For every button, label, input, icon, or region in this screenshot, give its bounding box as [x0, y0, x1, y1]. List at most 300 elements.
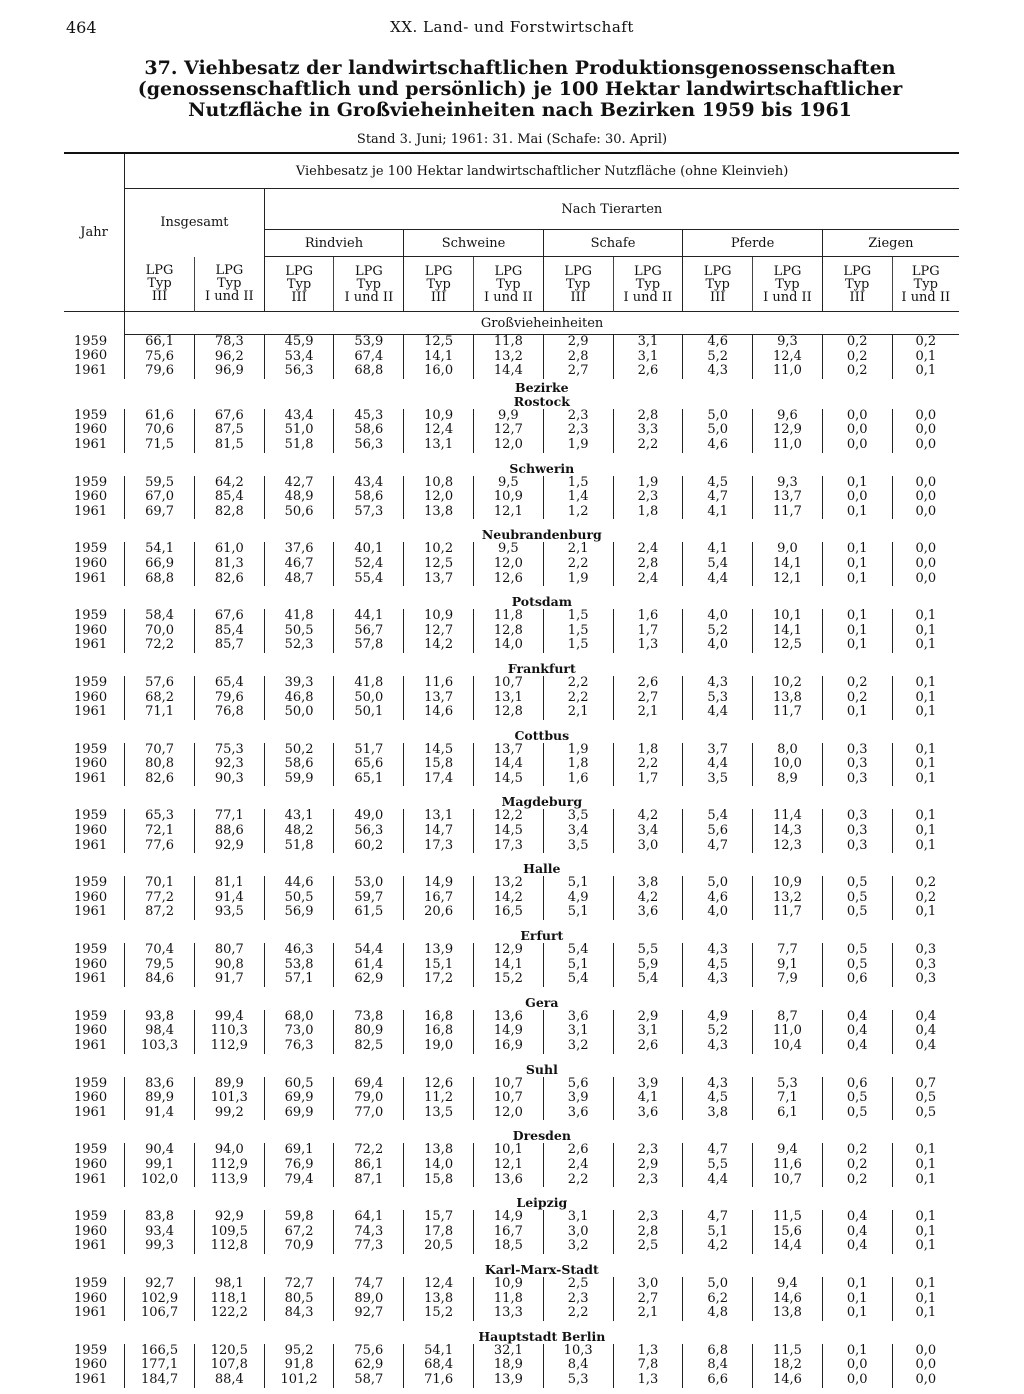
- value-cell: [125, 743, 195, 787]
- year-value: 1959: [74, 1275, 108, 1291]
- value-cell: [334, 1077, 404, 1121]
- cell-value: 2,8: [637, 555, 659, 571]
- cell-value: 12,3: [772, 837, 802, 853]
- value-cell: [683, 943, 753, 987]
- cell-value: 50,5: [284, 889, 314, 905]
- lpg-header-line: LPG: [354, 263, 383, 279]
- value-cell: [683, 1143, 753, 1187]
- cell-value: 85,7: [214, 637, 244, 653]
- cell-value: 2,3: [567, 422, 589, 438]
- cell-value: 58,6: [284, 756, 314, 772]
- value-cell: [194, 335, 264, 379]
- value-cell: [404, 1210, 474, 1254]
- cell-value: 2,6: [637, 363, 659, 379]
- cell-value: 7,8: [637, 1357, 659, 1373]
- cell-value: 80,7: [214, 942, 244, 958]
- value-cell: [892, 1210, 959, 1254]
- value-cell: [613, 609, 683, 653]
- cell-value: 1,8: [567, 756, 589, 772]
- cell-value: 0,3: [846, 808, 868, 824]
- cell-value: 81,5: [214, 436, 244, 452]
- lpg-typ-iii-header: [264, 257, 334, 312]
- value-cell: [613, 876, 683, 920]
- cell-value: 16,5: [493, 904, 523, 920]
- cell-value: 18,5: [493, 1238, 523, 1254]
- cell-value: 90,3: [214, 770, 244, 786]
- cell-value: 5,5: [637, 942, 659, 958]
- cell-value: 0,2: [915, 334, 937, 349]
- year-cell: [64, 676, 125, 720]
- cell-value: 5,4: [567, 942, 589, 958]
- value-cell: [334, 409, 404, 453]
- cell-value: 2,4: [567, 1156, 589, 1172]
- value-cell: [543, 1210, 613, 1254]
- cell-value: 14,6: [772, 1290, 802, 1306]
- lpg-header-line: LPG: [773, 263, 802, 279]
- value-cell: [264, 743, 334, 787]
- cell-value: 75,6: [354, 1342, 384, 1358]
- value-cell: [753, 1210, 823, 1254]
- cell-value: 10,7: [493, 1075, 523, 1091]
- district-name: Hauptstadt Berlin: [478, 1328, 606, 1344]
- rindvieh-header: Rindvieh: [264, 230, 404, 257]
- cell-value: 65,3: [145, 808, 175, 824]
- value-cell: [543, 943, 613, 987]
- cell-value: 0,6: [846, 971, 868, 987]
- cell-value: 0,1: [846, 1290, 868, 1306]
- year-cell: [64, 1210, 125, 1254]
- value-cell: [613, 476, 683, 520]
- value-cell: [404, 1143, 474, 1187]
- table-title: 37. Viehbesatz der landwirtschaftlichen Produktionsgenossenschaften (genossenschaftlich und persönlich) je 100 Hektar landwirtschaftlicher Nutzfläche in Großvieheinheiten nach Bezirken 1959 bis 1961: [137, 57, 903, 121]
- lpg-header-line: Typ: [913, 276, 938, 292]
- cell-value: 11,7: [772, 704, 802, 720]
- value-cell: [404, 1344, 474, 1388]
- cell-value: 0,2: [846, 1171, 868, 1187]
- cell-value: 11,0: [772, 363, 802, 379]
- cell-value: 85,4: [214, 622, 244, 638]
- value-cell: [892, 809, 959, 853]
- cell-value: 46,3: [284, 942, 314, 958]
- cell-value: 3,5: [567, 808, 589, 824]
- cell-value: 57,6: [145, 674, 175, 690]
- value-cell: [474, 1344, 544, 1388]
- value-cell: [334, 1010, 404, 1054]
- cell-value: 5,1: [567, 956, 589, 972]
- cell-value: 68,8: [354, 363, 384, 379]
- cell-value: 67,2: [284, 1223, 314, 1239]
- cell-value: 17,4: [424, 770, 454, 786]
- value-cell: [474, 876, 544, 920]
- cell-value: 13,2: [493, 875, 523, 891]
- cell-value: 0,1: [846, 704, 868, 720]
- cell-value: 0,4: [915, 1023, 937, 1039]
- value-cell: [194, 809, 264, 853]
- cell-value: 72,2: [145, 637, 175, 653]
- lpg-header-line: Typ: [286, 276, 312, 292]
- cell-value: 82,8: [214, 503, 244, 519]
- value-cell: [474, 609, 544, 653]
- cell-value: 0,1: [915, 637, 937, 653]
- cell-value: 15,1: [424, 956, 454, 972]
- cell-value: 4,4: [707, 704, 729, 720]
- cell-value: 50,0: [354, 689, 384, 705]
- cell-value: 43,4: [284, 407, 314, 423]
- cell-value: 0,1: [915, 348, 937, 364]
- district-name: Frankfurt: [507, 660, 576, 676]
- cell-value: 14,9: [424, 875, 454, 891]
- cell-value: 2,1: [637, 1305, 659, 1321]
- cell-value: 5,4: [567, 971, 589, 987]
- year-value: 1961: [74, 503, 108, 519]
- cell-value: 8,9: [777, 770, 798, 786]
- cell-value: 12,1: [772, 570, 802, 586]
- cell-value: 82,6: [214, 570, 244, 586]
- cell-value: 16,8: [424, 1008, 454, 1024]
- cell-value: 78,3: [214, 334, 244, 349]
- cell-value: 0,1: [915, 1290, 937, 1306]
- cell-value: 166,5: [140, 1342, 179, 1358]
- cell-value: 20,6: [424, 904, 454, 920]
- cell-value: 80,8: [145, 756, 175, 772]
- value-cell: [683, 335, 753, 379]
- cell-value: 0,1: [846, 622, 868, 638]
- cell-value: 15,8: [424, 756, 454, 772]
- cell-value: 65,4: [214, 674, 244, 690]
- value-cell: [125, 409, 195, 453]
- cell-value: 0,1: [846, 1275, 868, 1291]
- year-cell: [64, 409, 125, 453]
- cell-value: 72,1: [145, 823, 175, 839]
- lpg-header-line: I und II: [484, 289, 533, 305]
- cell-value: 10,9: [424, 608, 454, 624]
- year-value: 1960: [74, 489, 108, 505]
- value-cell: [892, 476, 959, 520]
- cell-value: 2,3: [637, 489, 659, 505]
- cell-value: 2,8: [637, 407, 659, 423]
- cell-value: 113,9: [210, 1171, 248, 1187]
- cell-value: 10,9: [424, 407, 454, 423]
- cell-value: 0,0: [915, 570, 937, 586]
- cell-value: 2,2: [567, 1305, 589, 1321]
- lpg-typ-iii-header: [683, 257, 753, 312]
- cell-value: 15,2: [493, 971, 523, 987]
- value-cell: [753, 676, 823, 720]
- cell-value: 61,6: [145, 407, 175, 423]
- table-row: [64, 943, 959, 987]
- cell-value: 5,0: [707, 875, 729, 891]
- table-row: [64, 1277, 959, 1321]
- value-cell: [404, 542, 474, 586]
- district-heading: [125, 586, 959, 609]
- cell-value: 79,6: [214, 689, 244, 705]
- cell-value: 67,4: [354, 348, 384, 364]
- cell-value: 4,0: [707, 637, 729, 653]
- cell-value: 72,2: [354, 1142, 384, 1158]
- cell-value: 99,4: [214, 1008, 244, 1024]
- cell-value: 13,8: [424, 503, 454, 519]
- cell-value: 71,6: [424, 1371, 454, 1387]
- cell-value: 44,6: [284, 875, 314, 891]
- cell-value: 14,6: [424, 704, 454, 720]
- value-cell: [613, 335, 683, 379]
- district-name: Leipzig: [516, 1195, 568, 1211]
- cell-value: 43,1: [284, 808, 314, 824]
- value-cell: [753, 542, 823, 586]
- value-cell: [474, 676, 544, 720]
- cell-value: 17,3: [493, 837, 523, 853]
- value-cell: [892, 335, 959, 379]
- value-cell: [892, 1277, 959, 1321]
- year-value: 1959: [74, 541, 108, 557]
- cell-value: 8,0: [777, 741, 798, 757]
- unit-header: Großvieheinheiten: [125, 312, 959, 335]
- value-cell: [474, 476, 544, 520]
- value-cell: [543, 1077, 613, 1121]
- value-cell: [613, 743, 683, 787]
- lpg-header-line: LPG: [634, 263, 662, 279]
- cell-value: 0,2: [846, 674, 868, 690]
- value-cell: [543, 1277, 613, 1321]
- cell-value: 177,1: [140, 1357, 179, 1373]
- cell-value: 70,7: [145, 741, 175, 757]
- district-name: Cottbus: [514, 727, 570, 743]
- year-value: 1960: [74, 1023, 108, 1039]
- value-cell: [474, 1210, 544, 1254]
- cell-value: 0,0: [915, 436, 937, 452]
- year-value: 1961: [74, 837, 108, 853]
- cell-value: 67,0: [145, 489, 175, 505]
- cell-value: 12,8: [493, 704, 523, 720]
- cell-value: 0,3: [846, 823, 868, 839]
- value-cell: [683, 1010, 753, 1054]
- year-value: 1960: [74, 622, 108, 638]
- table-row: [64, 809, 959, 853]
- lpg-header-line: Typ: [775, 276, 800, 292]
- district-heading: [125, 987, 959, 1010]
- cell-value: 58,6: [354, 422, 384, 438]
- cell-value: 6,6: [707, 1371, 729, 1387]
- cell-value: 12,0: [493, 555, 523, 571]
- value-cell: [753, 1143, 823, 1187]
- lpg-header-line: Typ: [426, 276, 451, 292]
- cell-value: 0,5: [846, 956, 868, 972]
- year-value: 1959: [74, 1209, 108, 1225]
- cell-value: 12,4: [424, 1275, 454, 1291]
- cell-value: 0,1: [846, 1305, 868, 1321]
- cell-value: 37,6: [284, 541, 314, 557]
- cell-value: 0,0: [915, 474, 937, 490]
- cell-value: 0,5: [915, 1090, 937, 1106]
- value-cell: [543, 335, 613, 379]
- value-cell: [194, 1143, 264, 1187]
- cell-value: 0,5: [915, 1104, 937, 1120]
- cell-value: 4,9: [707, 1008, 729, 1024]
- lpg-header-line: III: [291, 289, 307, 305]
- cell-value: 112,9: [210, 1038, 248, 1053]
- cell-value: 77,6: [145, 837, 175, 853]
- value-cell: [334, 476, 404, 520]
- value-cell: [474, 1277, 544, 1321]
- lpg-header-line: Typ: [565, 276, 591, 292]
- cell-value: 58,4: [145, 608, 175, 624]
- value-cell: [753, 476, 823, 520]
- cell-value: 83,8: [145, 1209, 175, 1225]
- cell-value: 0,1: [915, 1209, 937, 1225]
- cell-value: 92,7: [354, 1305, 384, 1321]
- value-cell: [404, 409, 474, 453]
- cell-value: 0,2: [915, 875, 937, 891]
- cell-value: 59,8: [284, 1209, 314, 1225]
- cell-value: 1,5: [567, 608, 589, 624]
- cell-value: 3,2: [567, 1038, 589, 1053]
- value-cell: [404, 876, 474, 920]
- district-name: Erfurt: [520, 928, 564, 944]
- cell-value: 87,5: [214, 422, 244, 438]
- cell-value: 3,7: [707, 741, 729, 757]
- lpg-typ-i-ii-header: [194, 257, 264, 312]
- cell-value: 5,1: [567, 875, 589, 891]
- year-cell: [64, 1077, 125, 1121]
- value-cell: [613, 542, 683, 586]
- value-cell: [753, 335, 823, 379]
- lpg-header-line: III: [570, 289, 586, 305]
- cell-value: 60,5: [284, 1075, 314, 1091]
- cell-value: 11,5: [772, 1342, 802, 1358]
- cell-value: 3,1: [637, 334, 659, 349]
- cell-value: 0,0: [846, 489, 868, 505]
- cell-value: 50,6: [284, 503, 314, 519]
- cell-value: 80,9: [354, 1023, 384, 1039]
- year-value: 1959: [74, 608, 108, 624]
- main-header: Viehbesatz je 100 Hektar landwirtschaftlicher Nutzfläche (ohne Kleinvieh): [125, 153, 959, 189]
- lpg-typ-iii-header: [125, 257, 195, 312]
- district-name: Gera: [525, 994, 559, 1010]
- cell-value: 59,5: [145, 474, 175, 490]
- cell-value: 10,3: [563, 1342, 593, 1358]
- value-cell: [194, 542, 264, 586]
- cell-value: 5,0: [707, 1275, 729, 1291]
- cell-value: 10,1: [772, 608, 802, 624]
- page-number: 464: [66, 18, 97, 37]
- value-cell: [334, 1277, 404, 1321]
- cell-value: 46,8: [284, 689, 314, 705]
- cell-value: 0,2: [846, 1156, 868, 1172]
- cell-value: 14,1: [493, 956, 523, 972]
- cell-value: 112,8: [210, 1238, 248, 1254]
- value-cell: [892, 876, 959, 920]
- value-cell: [264, 676, 334, 720]
- value-cell: [892, 1010, 959, 1054]
- value-cell: [264, 335, 334, 379]
- cell-value: 9,3: [777, 334, 798, 349]
- table-row: [64, 743, 959, 787]
- cell-value: 5,3: [567, 1371, 589, 1387]
- year-value: 1961: [74, 436, 108, 452]
- cell-value: 17,3: [424, 837, 454, 853]
- cell-value: 5,3: [707, 689, 729, 705]
- value-cell: [334, 1210, 404, 1254]
- cell-value: 13,7: [424, 689, 454, 705]
- value-cell: [753, 609, 823, 653]
- cell-value: 3,8: [637, 875, 659, 891]
- cell-value: 82,6: [145, 770, 175, 786]
- year-value: 1961: [74, 570, 108, 586]
- value-cell: [892, 676, 959, 720]
- value-cell: [753, 943, 823, 987]
- cell-value: 0,5: [846, 889, 868, 905]
- cell-value: 12,2: [493, 808, 523, 824]
- cell-value: 3,0: [567, 1223, 589, 1239]
- cell-value: 32,1: [493, 1342, 523, 1358]
- cell-value: 20,5: [424, 1238, 454, 1254]
- cell-value: 103,3: [140, 1038, 179, 1053]
- cell-value: 3,6: [637, 1104, 659, 1120]
- cell-value: 11,7: [772, 503, 802, 519]
- value-cell: [822, 1277, 892, 1321]
- cell-value: 74,3: [354, 1223, 384, 1239]
- cell-value: 0,0: [846, 407, 868, 423]
- cell-value: 1,6: [637, 608, 659, 624]
- cell-value: 46,7: [284, 555, 314, 571]
- cell-value: 0,3: [846, 837, 868, 853]
- lpg-typ-iii-header: [404, 257, 474, 312]
- nach-tierarten-header: Nach Tierarten: [264, 189, 959, 230]
- cell-value: 59,9: [284, 770, 314, 786]
- value-cell: [194, 1344, 264, 1388]
- value-cell: [543, 743, 613, 787]
- cell-value: 13,8: [424, 1290, 454, 1306]
- cell-value: 5,3: [777, 1075, 798, 1091]
- value-cell: [892, 1077, 959, 1121]
- cell-value: 4,1: [707, 503, 729, 519]
- value-cell: [264, 542, 334, 586]
- cell-value: 5,2: [707, 348, 729, 364]
- district-heading: [125, 379, 959, 409]
- cell-value: 17,8: [424, 1223, 454, 1239]
- value-cell: [474, 1010, 544, 1054]
- cell-value: 0,5: [846, 942, 868, 958]
- cell-value: 3,9: [567, 1090, 589, 1106]
- cell-value: 10,2: [424, 541, 454, 557]
- insgesamt-header: Insgesamt: [125, 189, 265, 257]
- cell-value: 11,4: [772, 808, 802, 824]
- cell-value: 95,2: [284, 1342, 314, 1358]
- cell-value: 10,7: [493, 674, 523, 690]
- value-cell: [125, 876, 195, 920]
- cell-value: 53,9: [354, 334, 384, 349]
- cell-value: 74,7: [354, 1275, 384, 1291]
- cell-value: 16,7: [424, 889, 454, 905]
- year-value: 1960: [74, 555, 108, 571]
- value-cell: [683, 476, 753, 520]
- cell-value: 15,2: [424, 1305, 454, 1321]
- cell-value: 56,9: [284, 904, 314, 920]
- cell-value: 79,0: [354, 1090, 384, 1106]
- year-cell: [64, 542, 125, 586]
- cell-value: 3,5: [567, 837, 589, 853]
- year-value: 1959: [74, 1075, 108, 1091]
- value-cell: [753, 809, 823, 853]
- year-cell: [64, 1010, 125, 1054]
- cell-value: 75,3: [214, 741, 244, 757]
- value-cell: [334, 335, 404, 379]
- value-cell: [404, 609, 474, 653]
- cell-value: 14,6: [772, 1371, 802, 1387]
- value-cell: [194, 1277, 264, 1321]
- value-cell: [264, 809, 334, 853]
- value-cell: [613, 1010, 683, 1054]
